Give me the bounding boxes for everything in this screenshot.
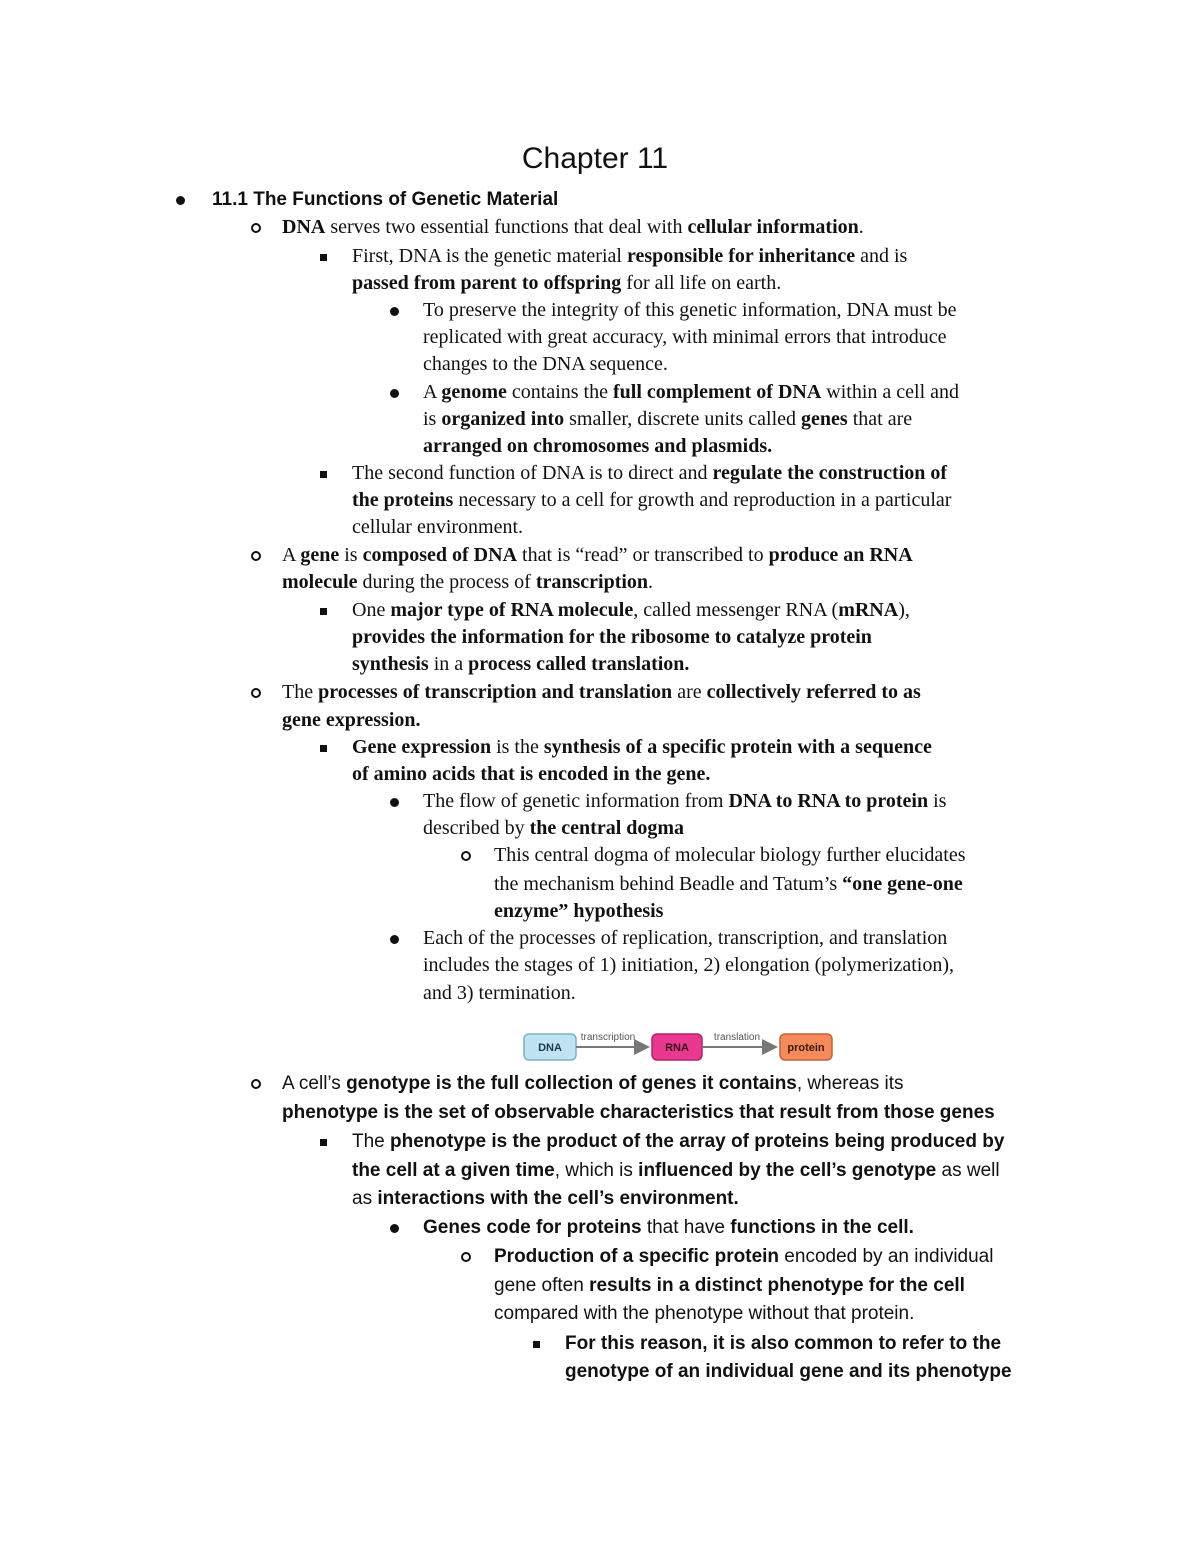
text-line <box>352 1185 739 1212</box>
bold-text: genotype is the <box>346 1073 486 1094</box>
bold-text: DNA to RNA to protein <box>728 790 929 812</box>
bold-text: gene expression. <box>282 709 421 731</box>
text-line <box>352 761 710 788</box>
bold-text: passed from parent to offspring <box>352 272 622 294</box>
bold-text: synthesis of a specific protein with a sequence <box>543 736 932 758</box>
bullet-circle-icon <box>461 1252 471 1262</box>
text-run: is <box>423 408 442 430</box>
rna-box-label: RNA <box>665 1042 689 1054</box>
text-line <box>423 433 772 460</box>
text-run: , called messenger RNA ( <box>633 599 839 621</box>
text-run: necessary to a cell for growth and reproduction in a particular <box>453 489 952 511</box>
text-line <box>352 270 781 297</box>
bold-text: gene <box>300 544 340 566</box>
bold-text: the proteins <box>352 489 454 511</box>
text-run: in a <box>428 653 469 675</box>
text-run: A cell’s <box>282 1073 347 1094</box>
bold-text: produce an RNA <box>768 544 913 566</box>
bold-text: 11.1 The Functions of Genetic Material <box>212 189 559 210</box>
text-line <box>352 460 947 487</box>
text-line <box>352 624 872 651</box>
text-line <box>423 1214 914 1241</box>
bold-text: “one gene-one <box>842 873 963 895</box>
bold-text: of amino acids that is encoded in the gene. <box>352 763 711 785</box>
page-title: Chapter 11 <box>521 142 669 175</box>
text-line <box>423 815 684 842</box>
bold-text: For this reason, it is also common to refer to the <box>565 1333 1002 1354</box>
text-run: is <box>928 790 947 812</box>
bold-text: cellular information <box>687 216 859 238</box>
bold-text: interactions with the cell’s environment. <box>377 1188 739 1209</box>
bullet-square-icon <box>320 471 327 478</box>
text-line <box>494 871 963 898</box>
dna-box-label: DNA <box>538 1042 562 1054</box>
text-line <box>423 324 947 351</box>
text-run: The <box>352 1131 391 1152</box>
text-line <box>212 186 558 213</box>
text-run: encoded by an individual <box>779 1246 994 1267</box>
text-run: Each of the processes of replication, transcription, and translation <box>423 927 948 949</box>
text-run: . <box>858 216 864 238</box>
text-run: contains the <box>506 381 613 403</box>
text-run: , whereas its <box>796 1073 904 1094</box>
text-run: ), <box>898 599 910 621</box>
bullet-square-icon <box>320 745 327 752</box>
bullet-dot-icon <box>390 798 399 807</box>
text-line <box>423 925 947 952</box>
text-run: during the process of <box>357 571 536 593</box>
text-line <box>494 1243 993 1270</box>
text-run: for all life on earth. <box>621 272 782 294</box>
bold-text: genotype of an individual gene and its phenotype <box>565 1361 1012 1382</box>
bold-text: transcription <box>535 571 649 593</box>
bullet-square-icon <box>320 1139 327 1146</box>
central-dogma-diagram <box>518 1026 838 1066</box>
bold-text: DNA <box>282 216 326 238</box>
bold-text: the cell at a given time <box>352 1160 555 1181</box>
text-line <box>352 1157 1000 1184</box>
text-run: within a cell and <box>821 381 960 403</box>
bullet-circle-icon <box>251 1079 261 1089</box>
bold-text: regulate the construction of <box>712 462 948 484</box>
bullet-dot-icon <box>390 1224 399 1233</box>
text-line <box>352 651 689 678</box>
bold-text: organized into <box>441 408 565 430</box>
text-run: and 3) termination. <box>423 982 576 1004</box>
bold-text: collectively referred to as <box>706 681 921 703</box>
text-run: replicated with great accuracy, with minimal errors that introduce <box>423 326 947 348</box>
text-line <box>423 980 576 1007</box>
bullet-square-icon <box>320 608 327 615</box>
bold-text: responsible for inheritance <box>626 245 856 267</box>
text-run: , which is <box>554 1160 639 1181</box>
text-line <box>282 569 653 596</box>
bullet-square-icon <box>533 1341 540 1348</box>
text-line <box>352 514 523 541</box>
text-line <box>494 898 663 925</box>
bold-text: genome <box>441 381 507 403</box>
text-line <box>282 707 421 734</box>
bold-text: processes of transcription and translation <box>318 681 673 703</box>
text-run: cellular environment. <box>352 516 524 538</box>
bold-text: synthesis <box>352 653 429 675</box>
bold-text: full collection of genes it contains <box>490 1073 797 1094</box>
text-run: A <box>282 544 301 566</box>
bold-text: enzyme” hypothesis <box>494 900 664 922</box>
text-line <box>352 597 910 624</box>
text-run: The flow of genetic information from <box>423 790 729 812</box>
bold-text: major type of RNA molecule <box>390 599 634 621</box>
text-run: is <box>339 544 363 566</box>
text-line <box>494 842 966 869</box>
text-run: First, DNA is the genetic material <box>352 245 627 267</box>
text-run: compared with the phenotype without that protein. <box>494 1303 915 1324</box>
text-run: The <box>282 681 319 703</box>
text-line <box>282 1099 995 1126</box>
text-line <box>352 243 907 270</box>
bold-text: composed of DNA <box>362 544 518 566</box>
text-line <box>282 1070 904 1097</box>
text-line <box>423 297 956 324</box>
text-line <box>565 1330 1001 1357</box>
text-line <box>494 1272 965 1299</box>
text-line <box>282 542 913 569</box>
text-run: includes the stages of 1) initiation, 2) elongation (polymerization), <box>423 954 954 976</box>
translation-label: translation <box>713 1032 761 1043</box>
bullet-dot-icon <box>390 389 399 398</box>
bold-text: Genes code for proteins <box>423 1217 642 1238</box>
text-line <box>282 214 864 241</box>
bold-text: the central dogma <box>529 817 685 839</box>
text-run: This central dogma of molecular biology further elucidates <box>494 844 966 866</box>
bold-text: arranged on chromosomes and plasmids. <box>423 435 773 457</box>
text-run: changes to the DNA sequence. <box>423 353 668 375</box>
bold-text: influenced by the cell’s genotype <box>638 1160 937 1181</box>
protein-box-label: protein <box>787 1042 825 1054</box>
bold-text: full complement of DNA <box>612 381 822 403</box>
text-run: A <box>423 381 442 403</box>
text-line <box>423 788 946 815</box>
text-run: is the <box>491 736 544 758</box>
text-run: To preserve the integrity of this genetic information, DNA must be <box>423 299 957 321</box>
text-run: the mechanism behind Beadle and Tatum’s <box>494 873 843 895</box>
bold-text: Production of a specific protein <box>494 1246 780 1267</box>
text-run: gene often <box>494 1275 590 1296</box>
bullet-dot-icon <box>390 307 399 316</box>
text-line <box>352 734 932 761</box>
bullet-circle-icon <box>251 551 261 561</box>
bullet-circle-icon <box>251 223 261 233</box>
text-run: that have <box>641 1217 731 1238</box>
bullet-square-icon <box>320 254 327 261</box>
text-run: . <box>648 571 654 593</box>
bullet-circle-icon <box>461 851 471 861</box>
text-line <box>423 952 954 979</box>
bullet-dot-icon <box>176 196 185 205</box>
bold-text: mRNA <box>838 599 899 621</box>
bold-text: phenotype is the set of observable characteristics that result from those genes <box>282 1102 995 1123</box>
text-line <box>565 1358 1012 1385</box>
text-run: serves two essential functions that deal with <box>325 216 688 238</box>
text-line <box>423 351 668 378</box>
bold-text: Gene expression <box>352 736 492 758</box>
text-line <box>423 406 912 433</box>
text-line <box>352 1128 1004 1155</box>
text-run: that are <box>847 408 913 430</box>
text-run: One <box>352 599 391 621</box>
text-run: The second function of DNA is to direct and <box>352 462 713 484</box>
bullet-circle-icon <box>251 688 261 698</box>
text-line <box>494 1300 914 1327</box>
text-run: that is “read” or transcribed to <box>517 544 769 566</box>
bold-text: functions in the cell. <box>730 1217 914 1238</box>
text-line <box>352 487 951 514</box>
bullet-dot-icon <box>390 935 399 944</box>
text-run: as well <box>936 1160 1000 1181</box>
text-run: smaller, discrete units called <box>564 408 802 430</box>
bold-text: results in a distinct phenotype for the cell <box>589 1275 965 1296</box>
text-run: and is <box>855 245 908 267</box>
transcription-label: transcription <box>580 1032 636 1043</box>
text-run: are <box>672 681 707 703</box>
bold-text: process called translation. <box>468 653 690 675</box>
text-run: as <box>352 1188 378 1209</box>
bold-text: provides the information for the ribosome to catalyze protein <box>352 626 872 648</box>
text-line <box>282 679 921 706</box>
bold-text: phenotype is the product of the array of proteins being produced by <box>390 1131 1005 1152</box>
bold-text: molecule <box>282 571 358 593</box>
bold-text: genes <box>801 408 848 430</box>
text-run: described by <box>423 817 530 839</box>
text-line <box>423 379 959 406</box>
